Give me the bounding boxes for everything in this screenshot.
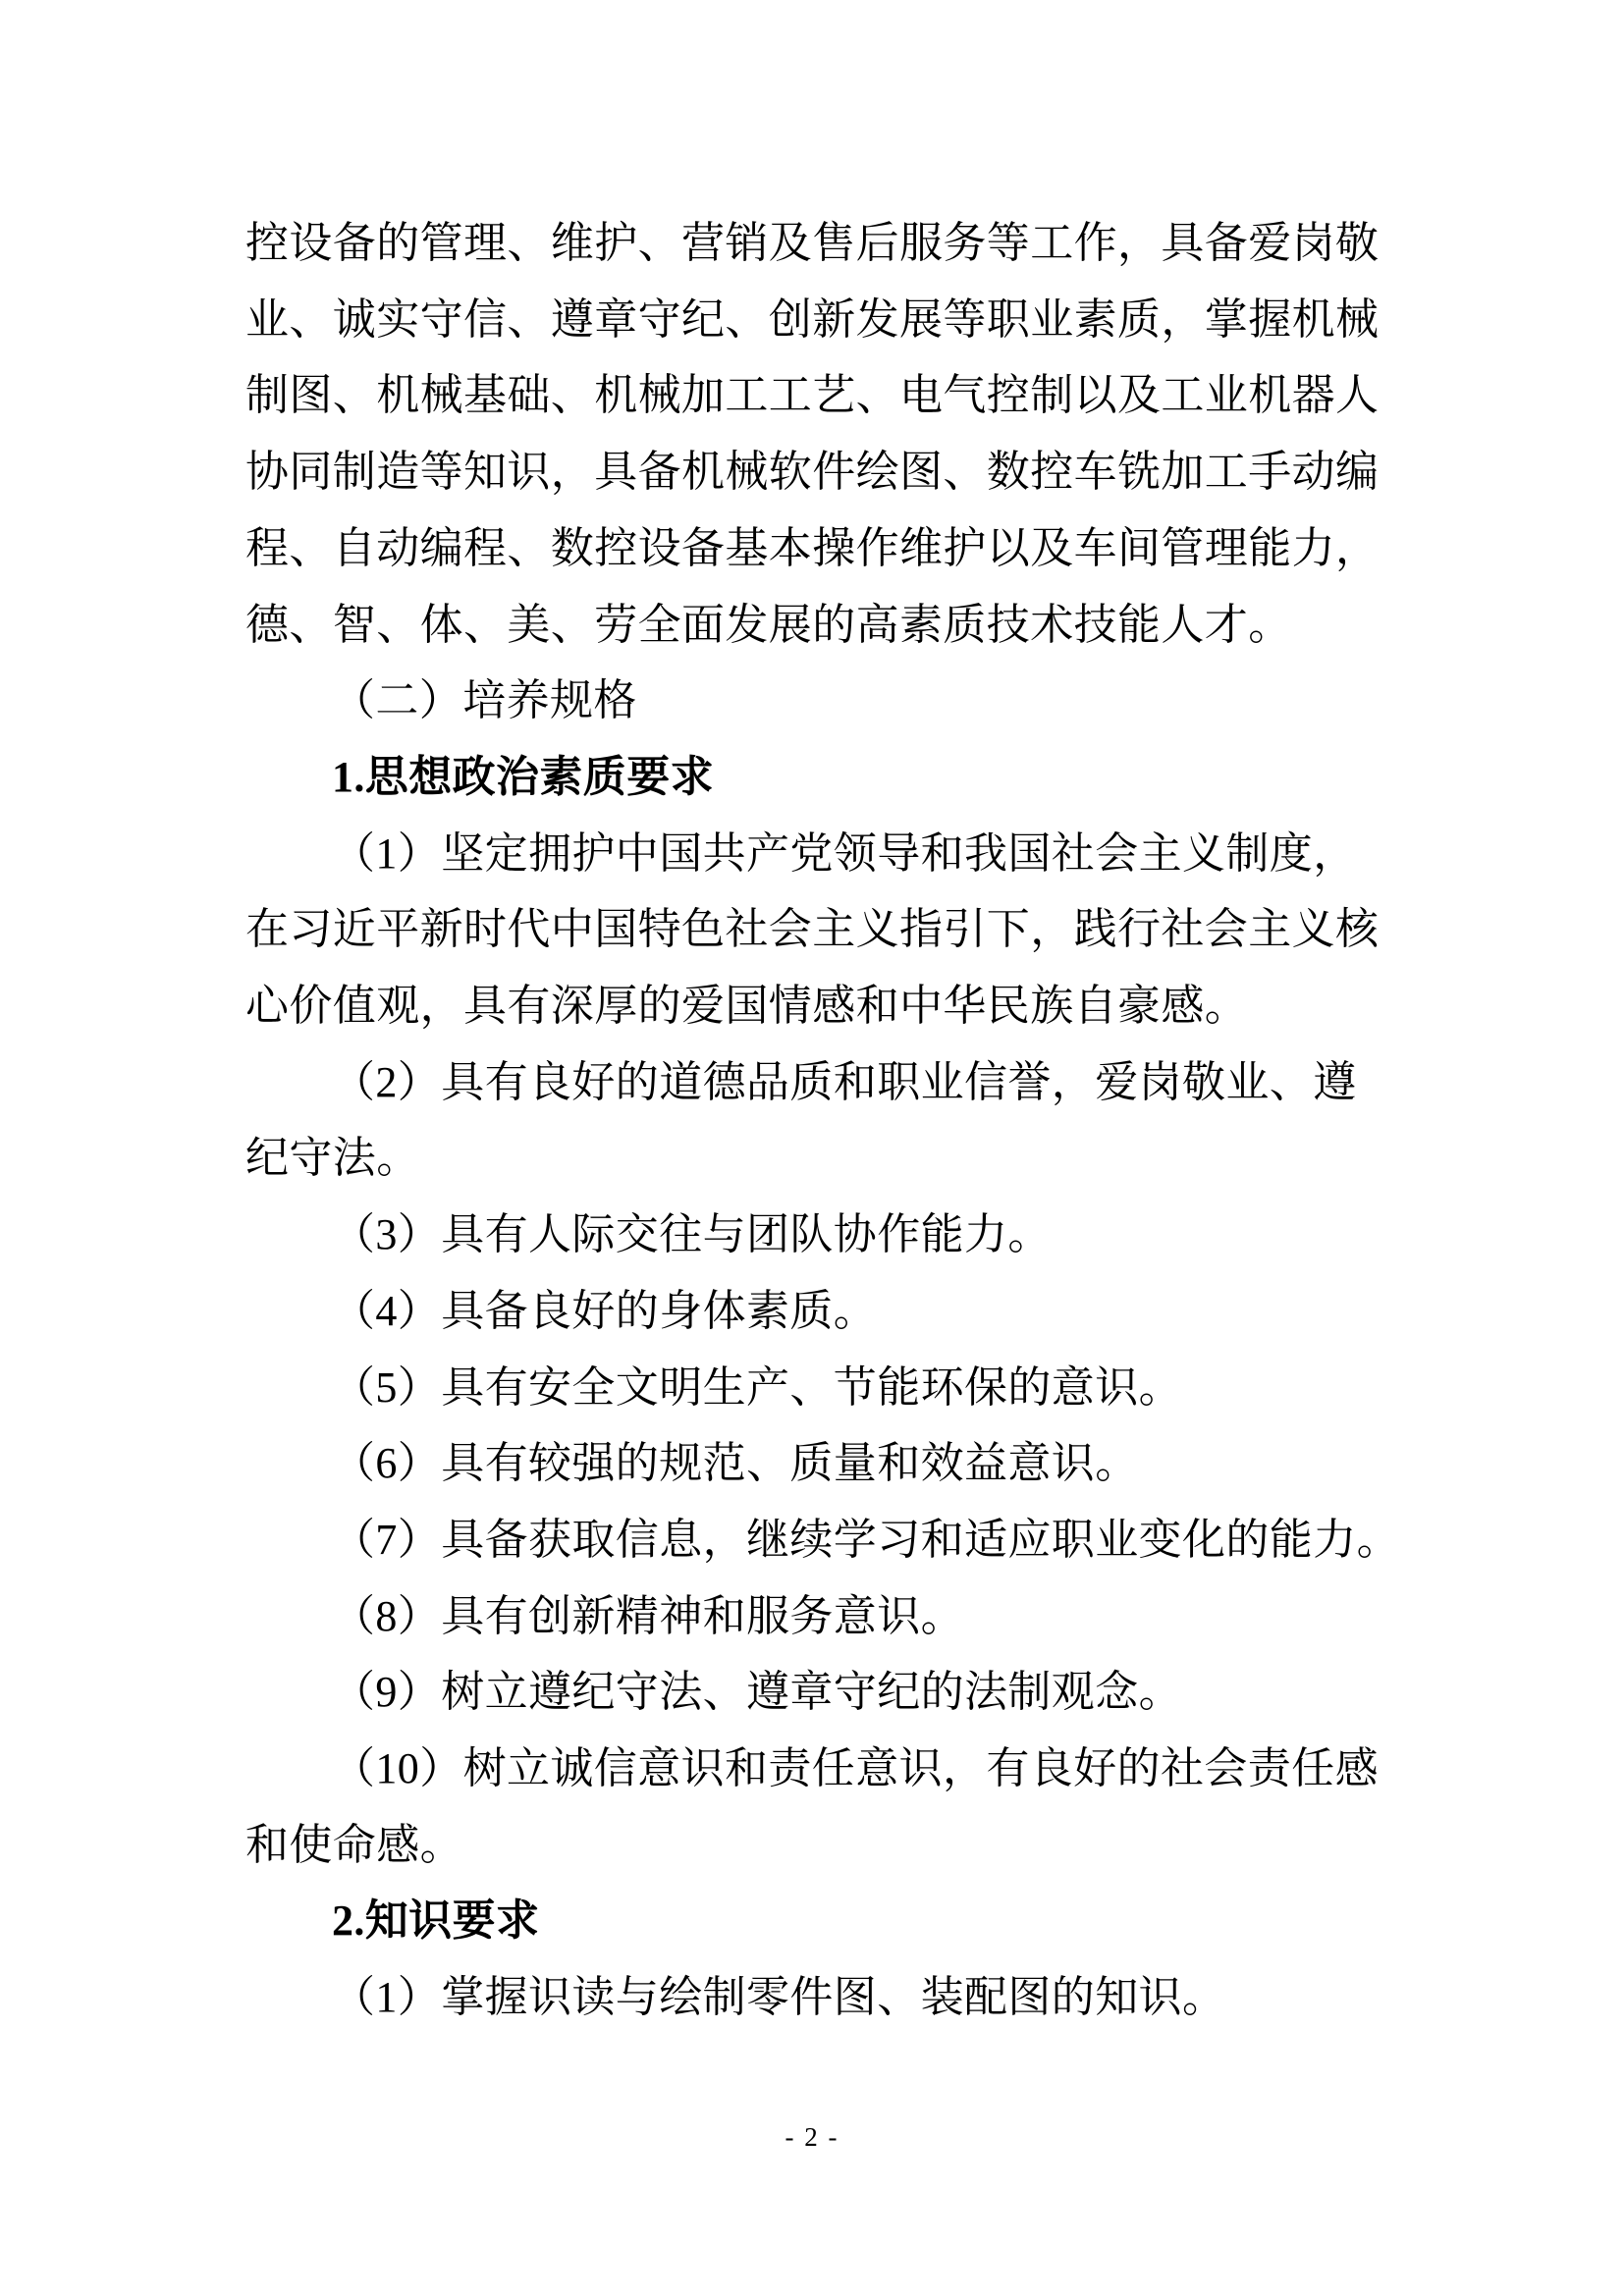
- text-line: 纪守法。: [245, 1134, 420, 1183]
- text-line: 在习近平新时代中国特色社会主义指引下，践行社会主义核: [245, 905, 1380, 954]
- text-line: 心价值观，具有深厚的爱国情感和中华民族自豪感。: [245, 982, 1249, 1031]
- text-line: （1）坚定拥护中国共产党领导和我国社会主义制度，: [332, 828, 1357, 878]
- document-body: [245, 205, 1400, 2036]
- text-line: 程、自动编程、数控设备基本操作维护以及车间管理能力，: [245, 523, 1380, 572]
- text-line: （1）掌握识读与绘制零件图、装配图的知识。: [332, 1973, 1226, 2022]
- text-line: 协同制造等知识，具备机械软件绘图、数控车铣加工手动编: [245, 448, 1380, 497]
- text-line: 德、智、体、美、劳全面发展的高素质技术技能人才。: [245, 600, 1292, 649]
- page-number: - 2 -: [785, 2122, 839, 2152]
- text-line: 制图、机械基础、机械加工工艺、电气控制以及工业机器人: [245, 371, 1380, 420]
- text-line: （二）培养规格: [332, 676, 637, 725]
- text-line: （4）具备良好的身体素质。: [332, 1286, 878, 1335]
- text-line: （7）具备获取信息，继续学习和适应职业变化的能力。: [332, 1515, 1400, 1564]
- text-line: （5）具有安全文明生产、节能环保的意识。: [332, 1362, 1182, 1412]
- heading-line: 1.思想政治素质要求: [332, 752, 714, 801]
- text-line: （10）树立诚信意识和责任意识，有良好的社会责任感: [332, 1744, 1379, 1793]
- text-line: （2）具有良好的道德品质和职业信誉，爱岗敬业、遵: [332, 1057, 1357, 1106]
- text-line: （8）具有创新精神和服务意识。: [332, 1591, 964, 1640]
- text-line: 控设备的管理、维护、营销及售后服务等工作，具备爱岗敬: [245, 219, 1380, 267]
- text-line: 业、诚实守信、遵章守纪、创新发展等职业素质，掌握机械: [245, 294, 1380, 344]
- text-line: （3）具有人际交往与团队协作能力。: [332, 1210, 1052, 1259]
- text-line: （6）具有较强的规范、质量和效益意识。: [332, 1439, 1139, 1488]
- text-line: （9）树立遵纪守法、遵章守纪的法制观念。: [332, 1668, 1182, 1717]
- text-line: 和使命感。: [245, 1820, 463, 1869]
- heading-line: 2.知识要求: [332, 1896, 540, 1946]
